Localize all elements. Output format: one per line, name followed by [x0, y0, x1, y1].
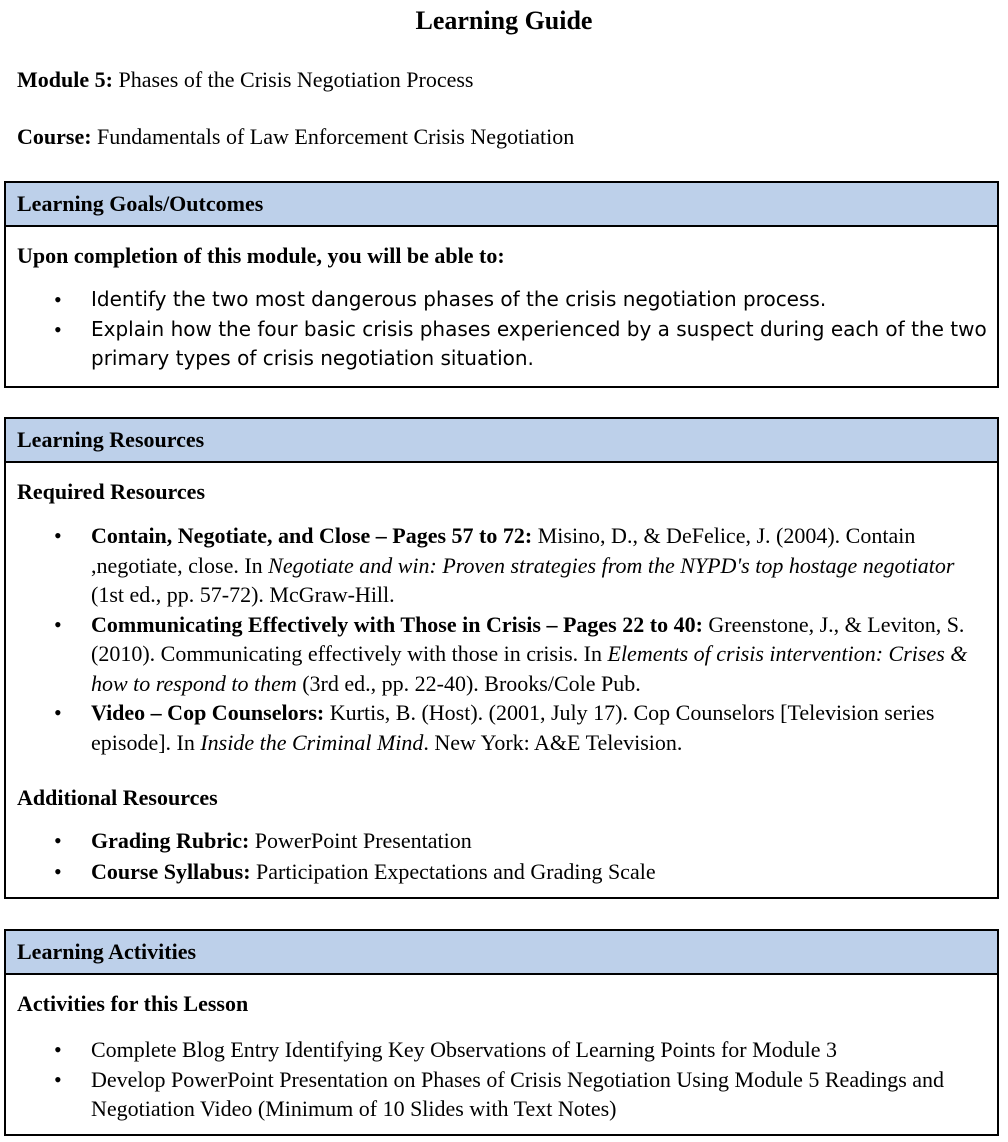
bullet-icon: • — [54, 1037, 62, 1062]
resources-section — [4, 417, 999, 899]
activity-item: • Complete Blog Entry Identifying Key Observations of Learning Points for Module 3 — [6, 1035, 997, 1065]
resource-item: • Communicating Effectively with Those in Crisis – Pages 22 to 40: Greenstone, J., & Leviton, S. (2010). Communicating effectively with those in crisis. In Elements of crisis intervention: Crises & how to respond to them (3rd ed., pp. 22-40). Brooks/Cole Pub. — [54, 611, 968, 696]
bullet-icon: • — [54, 316, 62, 342]
page-title: Learning Guide — [415, 6, 593, 35]
goals-section — [4, 181, 999, 388]
goal-item: • Explain how the four basic crisis phases experienced by a suspect during each of the two primary types of crisis negotiation situation. — [54, 316, 987, 370]
bullet-icon: • — [54, 287, 62, 312]
module-value: Phases of the Crisis Negotiation Process — [118, 67, 474, 92]
bullet-icon: • — [54, 859, 62, 884]
resource-item: • Grading Rubric: PowerPoint Presentation — [6, 825, 997, 856]
goals-header: Learning Goals/Outcomes — [6, 183, 997, 227]
module-line — [17, 66, 473, 94]
course-label: Course: — [17, 124, 92, 149]
resource-item: • Contain, Negotiate, and Close – Pages 57 to 72: Misino, D., & DeFelice, J. (2004). Contain ,negotiate, close. In Negotiate and win: Proven strategies from the NYPD's top hostage negotiator (1st ed., pp. 57-72). McGraw-Hill. — [54, 523, 955, 607]
required-resources-heading: Required Resources — [17, 479, 206, 504]
module-label: Module 5: — [17, 67, 113, 92]
goal-item: • Identify the two most dangerous phases of the crisis negotiation process. — [6, 285, 997, 315]
goals-intro: Upon completion of this module, you will be able to: — [17, 243, 505, 268]
course-value: Fundamentals of Law Enforcement Crisis Negotiation — [97, 124, 575, 149]
resource-item: • Video – Cop Counselors: Kurtis, B. (Host). (2001, July 17). Cop Counselors [Television series episode]. In Inside the Criminal Mind. New York: A&E Television. — [54, 700, 935, 755]
resource-item: • Course Syllabus: Participation Expectations and Grading Scale — [6, 856, 997, 887]
bullet-icon: • — [54, 611, 62, 637]
resources-header: Learning Resources — [6, 419, 997, 463]
additional-resources-heading: Additional Resources — [17, 785, 218, 810]
required-resources-list — [6, 521, 997, 757]
bullet-icon: • — [54, 828, 62, 853]
activities-list — [6, 1035, 997, 1124]
course-line — [17, 123, 574, 151]
activities-heading: Activities for this Lesson — [17, 991, 249, 1016]
activity-item: • Develop PowerPoint Presentation on Phases of Crisis Negotiation Using Module 5 Readings and Negotiation Video (Minimum of 10 Slides with Text Notes) — [54, 1066, 945, 1121]
additional-resources-list — [6, 825, 997, 887]
activities-section — [4, 929, 999, 1136]
bullet-icon: • — [54, 1066, 62, 1092]
goals-list — [6, 285, 997, 374]
bullet-icon: • — [54, 523, 62, 548]
activities-header: Learning Activities — [6, 931, 997, 975]
bullet-icon: • — [54, 700, 62, 725]
